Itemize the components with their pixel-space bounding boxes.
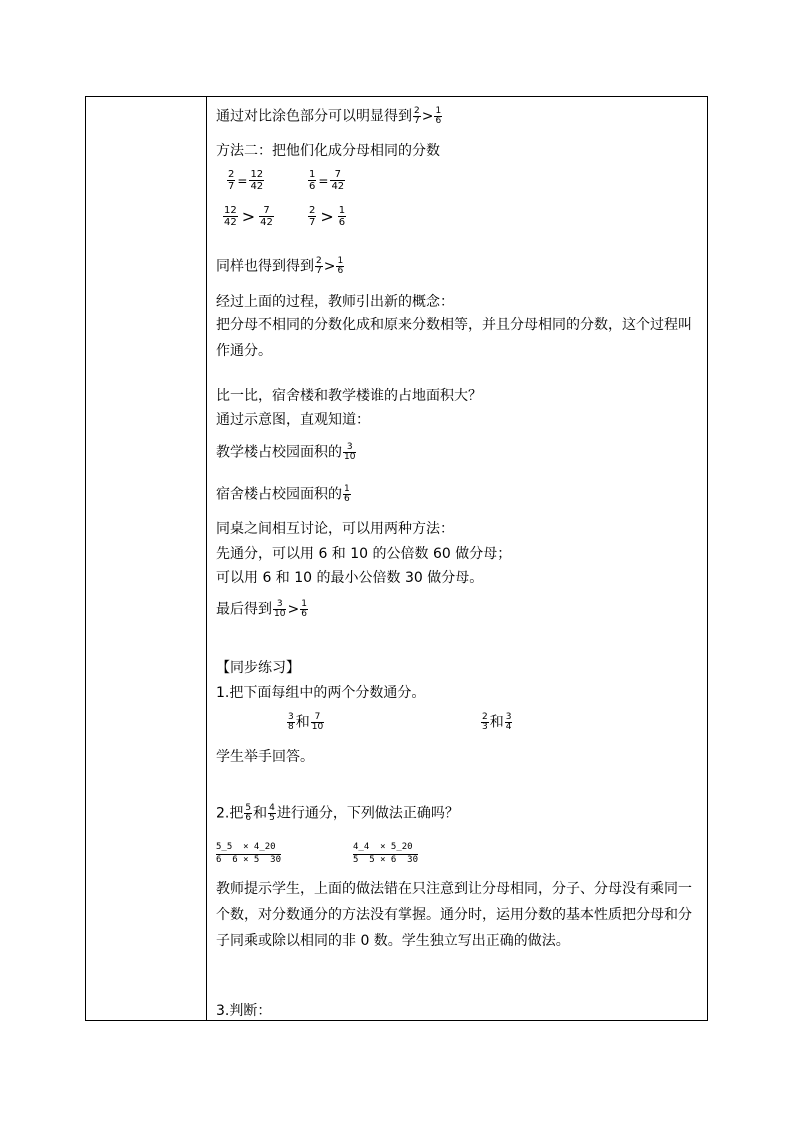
compare-question: 比一比，宿舍楼和教学楼谁的占地面积大？ [216, 388, 482, 404]
method-second: 可以用 6 和 10 的最小公倍数 30 做分母。 [216, 570, 484, 586]
wrong-method-b-bottom: 5 5 × 6 30 [353, 855, 419, 865]
fraction: $\frac{2}{7}$ [414, 106, 420, 126]
comparison-2-7: $\frac{2}{7}$ > $\frac{1}{6}$ [309, 205, 346, 228]
column-divider [206, 97, 207, 1020]
gt-symbol: > [421, 108, 434, 125]
discuss-methods: 同桌之间相互讨论，可以用两种方法： [216, 521, 454, 537]
pair-2-3-3-4: $\frac{2}{3}$ 和 $\frac{3}{4}$ [482, 712, 512, 732]
equation-2-7: $\frac{2}{7}$ = $\frac{12}{42}$ [228, 169, 264, 192]
wrong-method-b-top: 4_4 × 5_20 [353, 842, 413, 852]
wrong-method-a-bottom: 6 6 × 5 30 [216, 855, 282, 865]
content-cell [214, 97, 701, 1020]
question-3: 3.判断： [216, 1003, 272, 1019]
fraction: $\frac{1}{6}$ [435, 106, 442, 126]
practice-title: 【同步练习】 [216, 660, 300, 676]
diagram-note: 通过示意图，直观知道： [216, 412, 370, 428]
comparison-12-42: $\frac{12}{42}$ > $\frac{7}{42}$ [224, 205, 273, 228]
teaching-building-area: 教学楼占校园面积的 $\frac{3}{10}$ [216, 442, 356, 462]
pair-3-8-7-10: $\frac{3}{8}$ 和 $\frac{7}{10}$ [288, 712, 324, 732]
wrong-method-a-top: 5_5 × 4_20 [216, 842, 276, 852]
concept-definition: 把分母不相同的分数化成和原来分数相等，并且分母相同的分数，这个过程叫作通分。 [216, 317, 692, 359]
lesson-table [85, 96, 708, 1021]
method-two: 方法二：把他们化成分母相同的分数 [216, 143, 440, 159]
equation-1-6: $\frac{1}{6}$ = $\frac{7}{42}$ [309, 169, 345, 192]
line-compare-shading [216, 107, 443, 126]
teacher-note: 教师提示学生，上面的做法错在只注意到让分母相同，分子、分母没有乘同一个数，对分数通分的方法没有掌握。通分时，运用分数的基本性质把分母和分子同乘或除以相同的非 0 数。学生独立写出正确的做法。 [216, 881, 692, 949]
question-1: 1.把下面每组中的两个分数通分。 [216, 685, 426, 701]
method-first: 先通分，可以用 6 和 10 的公倍数 60 做分母； [216, 546, 512, 562]
students-answer: 学生举手回答。 [216, 749, 314, 765]
line-same-result: 同样也得到得到 $\frac{2}{7}$ > $\frac{1}{6}$ [216, 256, 344, 276]
after-process: 经过上面的过程，教师引出新的概念： [216, 294, 454, 310]
dorm-building-area: 宿舍楼占校园面积的 $\frac{1}{6}$ [216, 484, 350, 504]
final-result: 最后得到 $\frac{3}{10}$ > $\frac{1}{6}$ [216, 599, 307, 619]
question-2: 2.把 $\frac{5}{6}$ 和 $\frac{4}{5}$ 进行通分，下列做法正确吗？ [216, 803, 459, 823]
text: 通过对比涂色部分可以明显得到 [216, 108, 412, 125]
